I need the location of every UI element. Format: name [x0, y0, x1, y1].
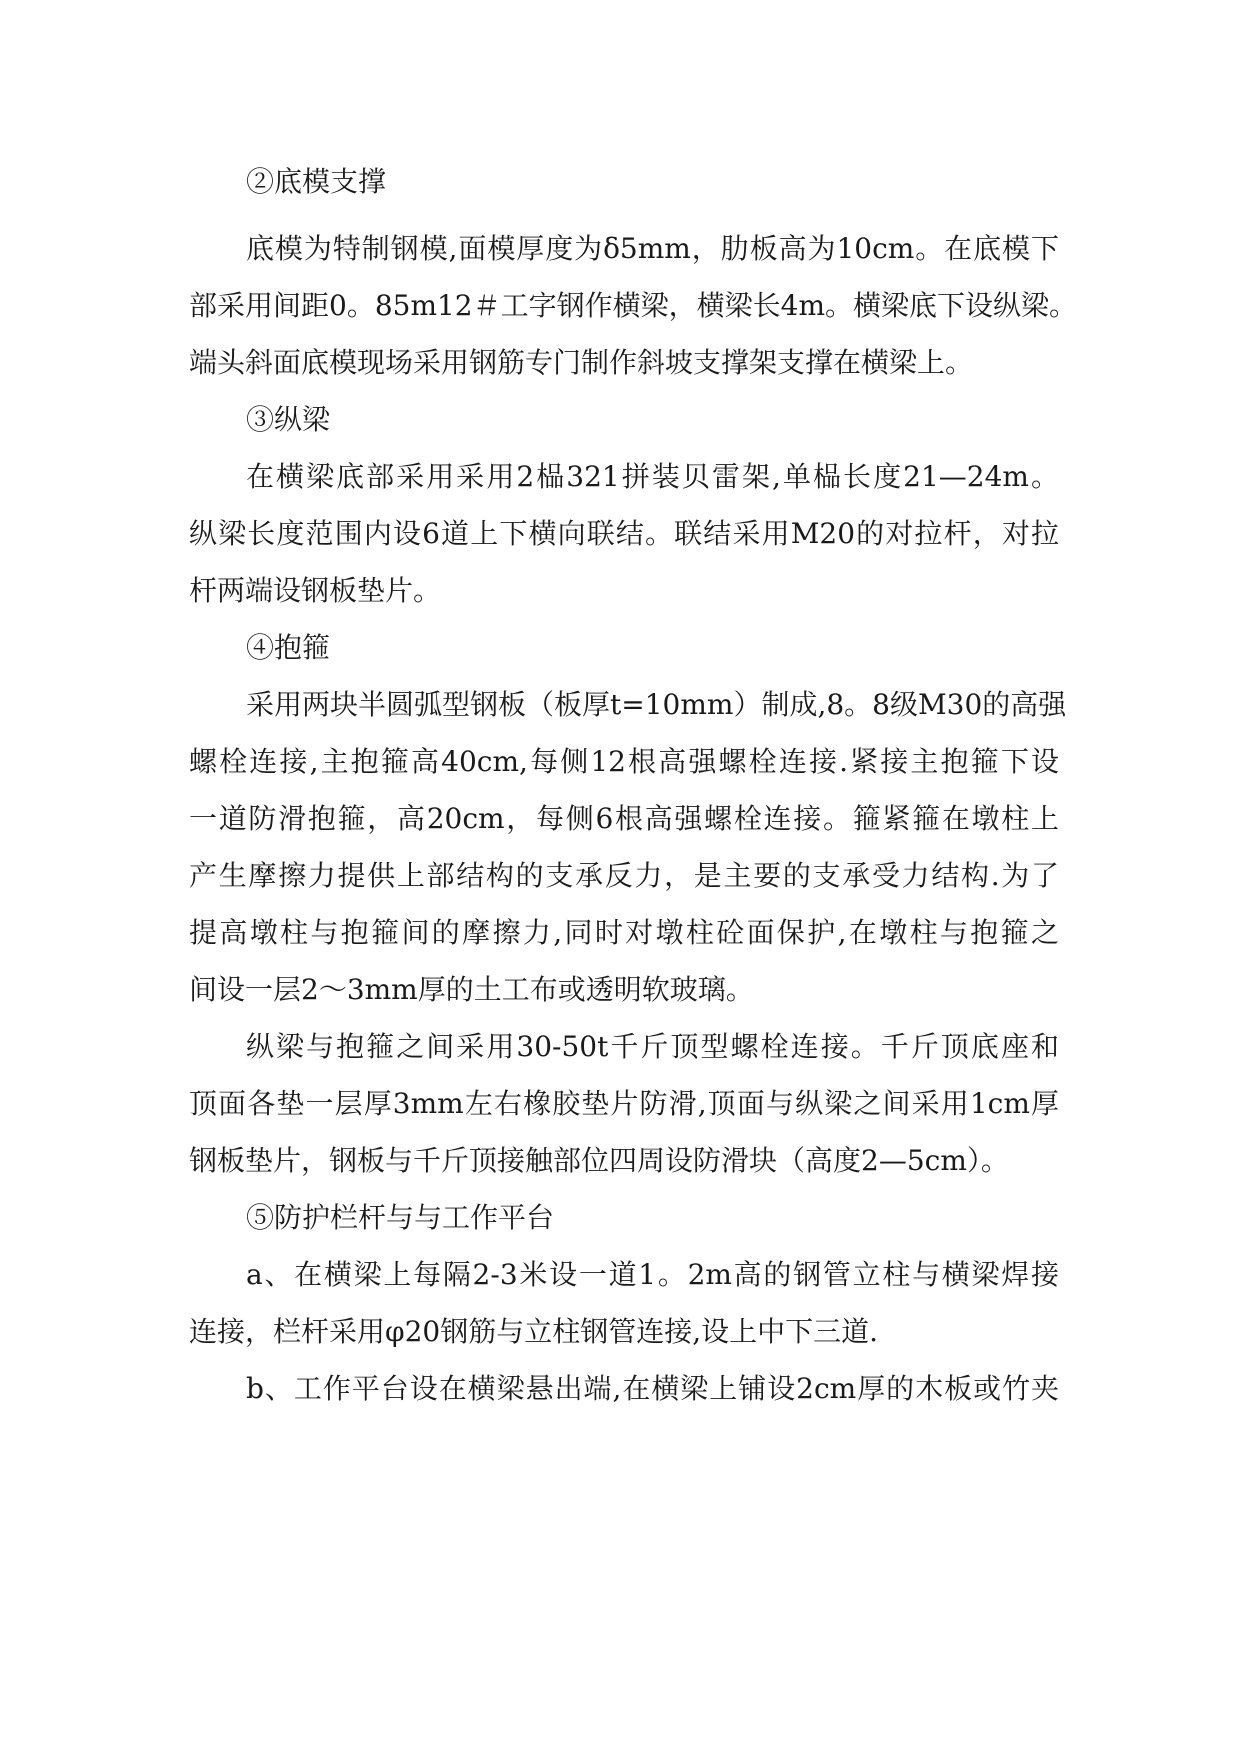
paragraph-line: 连接，栏杆采用φ20钢筋与立柱钢管连接,设上中下三道.: [189, 1315, 879, 1348]
paragraph-line: 杆两端设钢板垫片。: [189, 574, 442, 607]
paragraph-line: 在横梁底部采用采用2榀321拼装贝雷架,单榀长度21—24m。: [246, 460, 1059, 493]
paragraph-line: 顶面各垫一层厚3mm左右橡胶垫片防滑,顶面与纵梁之间采用1cm厚: [189, 1087, 1059, 1120]
paragraph-line: 端头斜面底模现场采用钢筋专门制作斜坡支撑架支撑在横梁上。: [189, 346, 974, 379]
paragraph-line: 提高墩柱与抱箍间的摩擦力,同时对墩柱砼面保护,在墩柱与抱箍之: [189, 916, 1059, 949]
paragraph-line: 纵梁与抱箍之间采用30-50t千斤顶型螺栓连接。千斤顶底座和: [246, 1030, 1059, 1063]
paragraph-line: b、工作平台设在横梁悬出端,在横梁上铺设2cm厚的木板或竹夹: [246, 1372, 1059, 1405]
paragraph-line: 一道防滑抱箍，高20cm，每侧6根高强螺栓连接。箍紧箍在墩柱上: [189, 802, 1059, 835]
paragraph-line: a、在横梁上每隔2-3米设一道1。2m高的钢管立柱与横梁焊接: [246, 1258, 1059, 1291]
paragraph-line: 螺栓连接,主抱箍高40cm,每侧12根高强螺栓连接.紧接主抱箍下设: [189, 745, 1059, 778]
paragraph-line: 产生摩擦力提供上部结构的支承反力，是主要的支承受力结构.为了: [189, 859, 1059, 892]
section-heading: ④抱箍: [246, 631, 331, 664]
paragraph-line: 底模为特制钢模,面模厚度为δ5mm，肋板高为10cm。在底模下: [246, 232, 1059, 265]
paragraph-line: 纵梁长度范围内设6道上下横向联结。联结采用M20的对拉杆，对拉: [189, 517, 1059, 550]
paragraph-line: 采用两块半圆弧型钢板（板厚t=10mm）制成,8。8级M30的高强: [246, 688, 1067, 721]
section-heading: ②底模支撑: [246, 165, 387, 198]
section-heading: ③纵梁: [246, 403, 331, 436]
paragraph-line: 钢板垫片，钢板与千斤顶接触部位四周设防滑块（高度2—5cm）。: [189, 1144, 1009, 1177]
section-heading: ⑤防护栏杆与与工作平台: [246, 1201, 555, 1234]
paragraph-line: 部采用间距0。85m12＃工字钢作横梁，横梁长4m。横梁底下设纵梁。: [189, 289, 1077, 322]
paragraph-line: 间设一层2～3mm厚的土工布或透明软玻璃。: [189, 973, 754, 1006]
